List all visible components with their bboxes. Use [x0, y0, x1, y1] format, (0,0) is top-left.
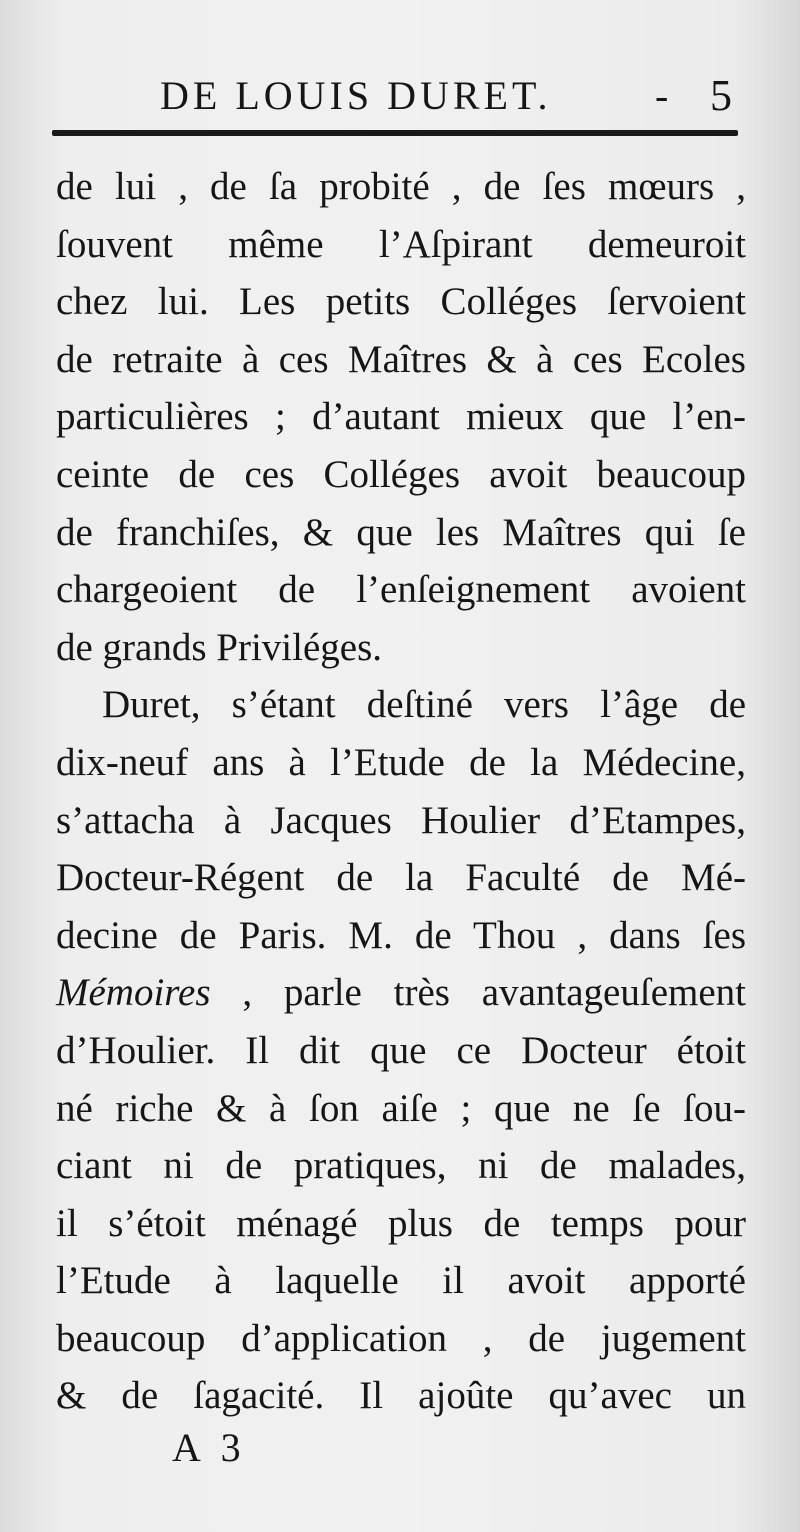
text-line: decine de Paris. M. de Thou , dans ſes: [56, 913, 746, 957]
text-line: né riche & à ſon aiſe ; que ne ſe ſou-: [56, 1086, 746, 1130]
text-line: de grands Priviléges.: [56, 625, 383, 669]
text-line: l’Etude à laquelle il avoit apporté: [56, 1259, 746, 1303]
header-dash: -: [655, 73, 673, 118]
body-text: [56, 158, 746, 1425]
text-line: beaucoup d’application , de jugement: [56, 1316, 746, 1360]
text-line: Docteur-Régent de la Faculté de Mé-: [56, 856, 746, 900]
text-line: d’Houlier. Il dit que ce Docteur étoit: [56, 1028, 746, 1072]
header-rule: [52, 130, 738, 136]
text-line: de lui , de ſa probité , de ſes mœurs ,: [56, 165, 746, 208]
text-line: chez lui. Les petits Colléges ſervoient: [56, 280, 746, 324]
text-line: il s’étoit ménagé plus de temps pour: [56, 1201, 746, 1245]
paragraph-first-line: Duret, s’étant deſtiné vers l’âge de: [102, 683, 746, 727]
text-line: chargeoient de l’enſeignement avoient: [56, 568, 746, 612]
running-title: DE LOUIS DURET.: [160, 73, 552, 118]
text-line: ciant ni de pratiques, ni de malades,: [56, 1144, 746, 1188]
text-line: de franchiſes, & que les Maîtres qui ſe: [56, 510, 746, 554]
text-line: & de ſagacité. Il ajoûte qu’avec un: [56, 1374, 746, 1418]
text-line: dix-neuf ans à l’Etude de la Médecine,: [56, 740, 746, 784]
text-line: ſouvent même l’Aſpirant demeuroit: [56, 222, 746, 266]
text-line: de retraite à ces Maîtres & à ces Ecoles: [56, 337, 746, 381]
text-line-rest: , parle très avantageuſement: [210, 971, 746, 1015]
italic-title-memoires: Mémoires: [56, 971, 211, 1015]
signature-mark: A 3: [172, 1425, 247, 1470]
text-line: s’attacha à Jacques Houlier d’Etampes,: [56, 798, 746, 842]
text-line: particulières ; d’autant mieux que l’en-: [56, 395, 746, 439]
text-line: ceinte de ces Colléges avoit beaucoup: [56, 452, 746, 496]
text-line-with-italic: [56, 964, 746, 1022]
page-number: 5: [710, 71, 736, 120]
running-header: [160, 72, 760, 122]
